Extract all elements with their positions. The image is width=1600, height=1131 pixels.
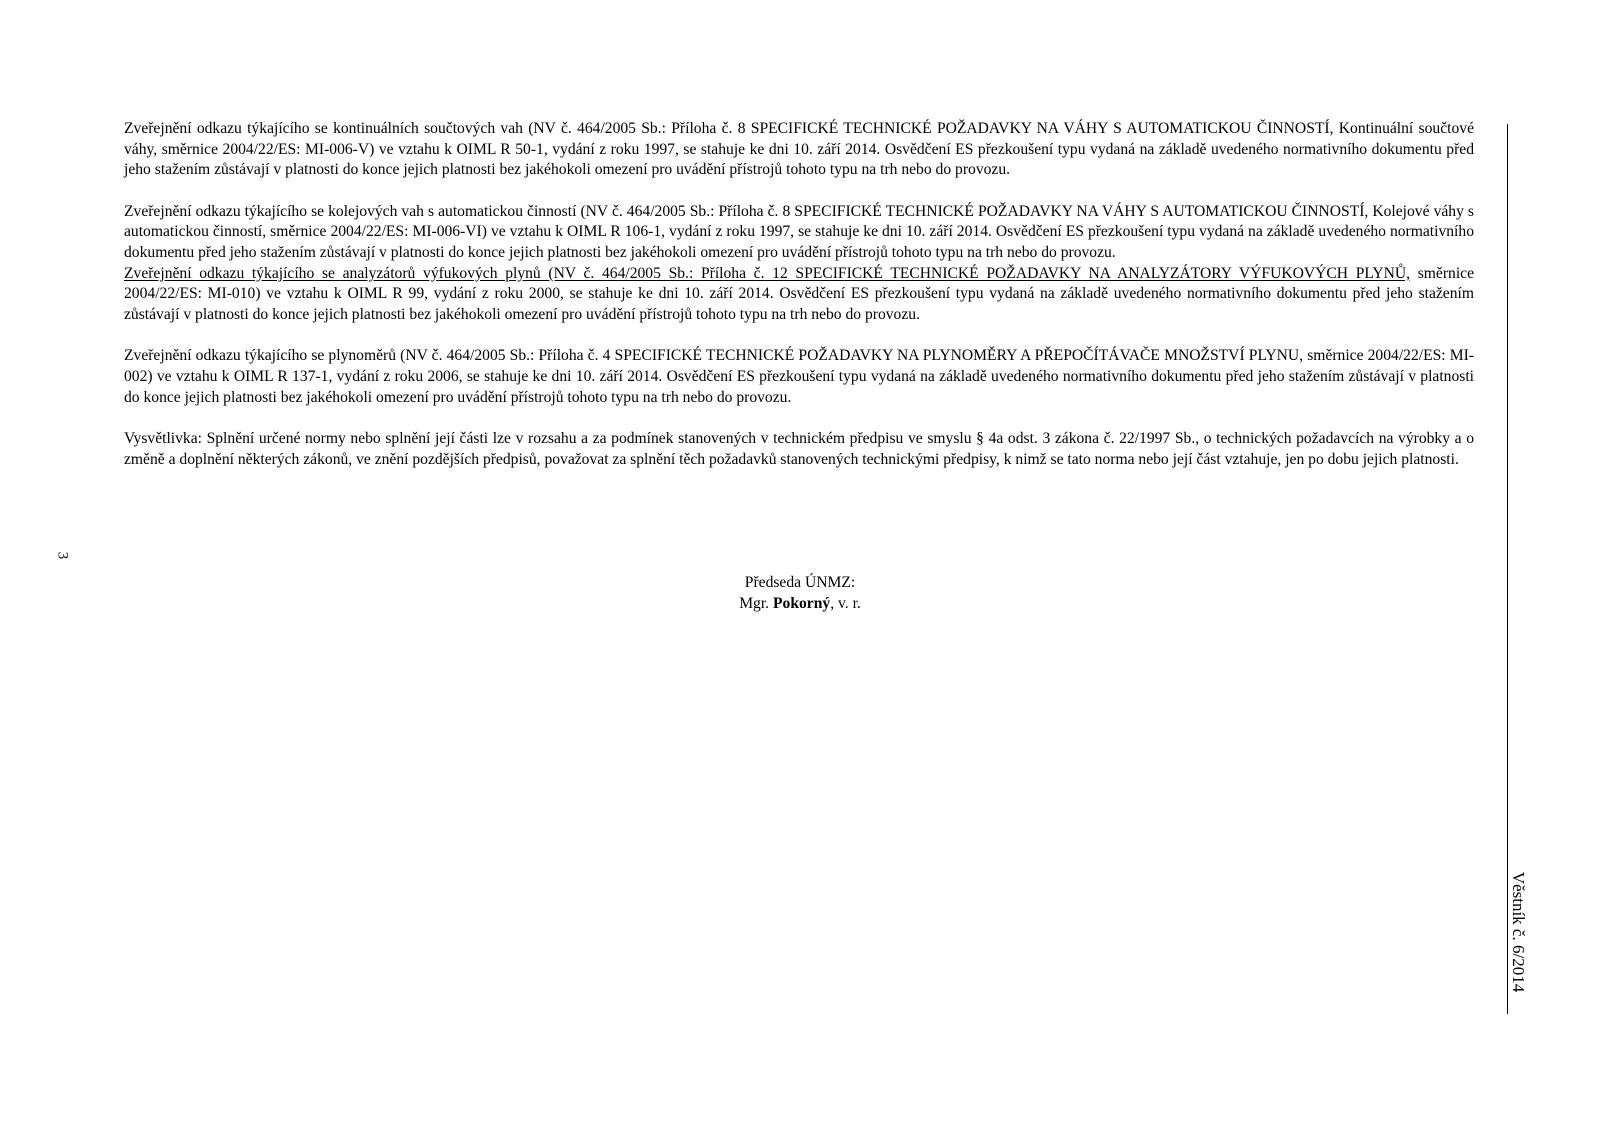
paragraph-rail-weighbridges: Zveřejnění odkazu týkajícího se kolejových vah s automatickou činností (NV č. 464/2005 Sb.: Příloha č. 8 SPECIFICKÉ TECHNICKÉ POŽADAVKY NA VÁHY S AUTOMATICKOU ČINNOSTÍ, Kolejové váhy s automatickou činností, směrnice 2004/22/ES: MI-006-VI) ve vztahu k OIML R 106-1, vydání z roku 1997, se stahuje ke dni 10. září 2014. Osvědčení ES přezkoušení typu vydaná na základě uvedeného normativního dokumentu před jeho stažením zůstávají v platnosti do konce jejich platnosti bez jakéhokoli omezení pro uvádění přístrojů tohoto typu na trh nebo do provozu. xyxy=(124,202,1474,261)
signature-name xyxy=(0,594,1600,615)
journal-name: Věstník č. 6/2014 xyxy=(1509,871,1528,993)
exhaust-gas-analysers-text: směrnice 2004/22/ES: MI-010) ve vztahu k OIML R 99, vydání z roku 2000, se stahuje ke dni 10. září 2014. Osvědčení ES přezkoušení typu vydaná na základě uvedeného normativního dokumentu před jeho stažením zůstávají v platnosti do konce jejich platnosti bez jakéhokoli omezení pro uvádění přístrojů tohoto typu na trh nebo do provozu. xyxy=(124,264,1475,323)
signature-surname: Pokorný xyxy=(773,594,831,612)
paragraph-exhaust-gas-analysers xyxy=(124,264,1474,326)
page-number: 3 xyxy=(54,551,71,560)
signature-suffix: , v. r. xyxy=(830,594,861,612)
signature-block xyxy=(0,573,1600,614)
signature-prefix: Mgr. xyxy=(739,594,770,612)
document-body xyxy=(124,119,1474,491)
paragraph-continuous-totalizing-scales: Zveřejnění odkazu týkajícího se kontinuálních součtových vah (NV č. 464/2005 Sb.: Příloha č. 8 SPECIFICKÉ TECHNICKÉ POŽADAVKY NA VÁHY S AUTOMATICKOU ČINNOSTÍ, Kontinuální součtové váhy, směrnice 2004/22/ES: MI-006-V) ve vztahu k OIML R 50-1, vydání z roku 1997, se stahuje ke dni 10. září 2014. Osvědčení ES přezkoušení typu vydaná na základě uvedeného normativního dokumentu před jeho stažením zůstávají v platnosti do konce jejich platnosti bez jakéhokoli omezení pro uvádění přístrojů tohoto typu na trh nebo do provozu. xyxy=(124,120,1474,179)
paragraph-gas-meters: Zveřejnění odkazu týkajícího se plynoměrů (NV č. 464/2005 Sb.: Příloha č. 4 SPECIFICKÉ TECHNICKÉ POŽADAVKY NA PLYNOMĚRY A PŘEPOČÍTÁVAČE MNOŽSTVÍ PLYNU, směrnice 2004/22/ES: MI-002) ve vztahu k OIML R 137-1, vydání z roku 2006, se stahuje ke dni 10. září 2014. Osvědčení ES přezkoušení typu vydaná na základě uvedeného normativního dokumentu před jeho stažením zůstávají v platnosti do konce jejich platnosti bez jakéhokoli omezení pro uvádění přístrojů tohoto typu na trh nebo do provozu. xyxy=(124,347,1474,406)
paragraph-explanatory-note: Vysvětlivka: Splnění určené normy nebo splnění její části lze v rozsahu a za podmínek stanovených v technickém předpisu ve smyslu § 4a odst. 3 zákona č. 22/1997 Sb., o technických požadavcích na výrobky a o změně a doplnění některých zákonů, ve znění pozdějších předpisů, považovat za splnění těch požadavků stanovených technickými předpisy, k nimž se tato norma nebo její část vztahuje, jen po dobu jejich platnosti. xyxy=(124,430,1474,468)
exhaust-gas-analysers-heading: Zveřejnění odkazu týkajícího se analyzátorů výfukových plynů (NV č. 464/2005 Sb.: Příloha č. 12 SPECIFICKÉ TECHNICKÉ POŽADAVKY NA ANALYZÁTORY VÝFUKOVÝCH PLYNŮ, xyxy=(124,264,1411,282)
signature-role: Předseda ÚNMZ: xyxy=(744,574,856,591)
